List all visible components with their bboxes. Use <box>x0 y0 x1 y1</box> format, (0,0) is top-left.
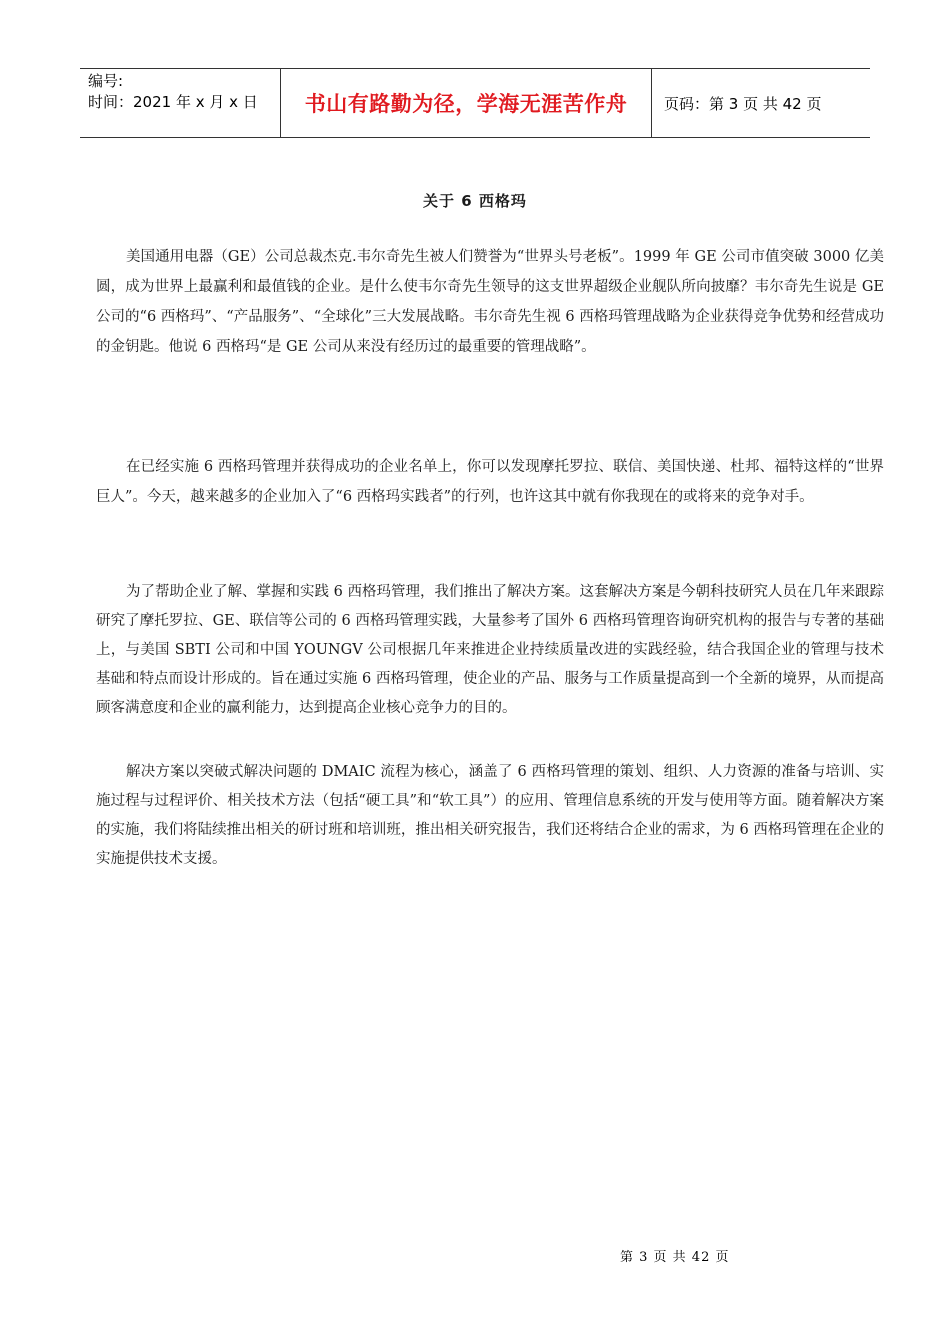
page-footer: 第 3 页 共 42 页 <box>620 1250 730 1265</box>
header-motto: 书山有路勤为径，学海无涯苦作舟 <box>281 69 652 137</box>
paragraph-4: 解决方案以突破式解决问题的 DMAIC 流程为核心，涵盖了 6 西格玛管理的策划、组织、人力资源的准备与培训、实施过程与过程评价、相关技术方法（包括“硬工具”和“软工具”）的应用、管理信息系统的开发与使用等方面。随着解决方案的实施，我们将陆续推出相关的研讨班和培训班，推出相关研究报告，我们还将结合企业的需求，为 6 西格玛管理在企业的实施提供技术支援。 <box>96 764 884 867</box>
paragraph-1: 美国通用电器（GE）公司总裁杰克.韦尔奇先生被人们赞誉为“世界头号老板”。1999 年 GE 公司市值突破 3000 亿美圆，成为世界上最赢利和最值钱的企业。是什么使韦尔奇先生领导的这支世界超级企业舰队所向披靡？韦尔奇先生说是 GE 公司的“6 西格玛”、“产品服务”、“全球化”三大发展战略。韦尔奇先生视 6 西格玛管理战略为企业获得竞争优势和经营成功的金钥匙。他说 6 西格玛“是 GE 公司从来没有经历过的最重要的管理战略”。 <box>96 249 884 355</box>
header-meta-cell <box>80 69 281 137</box>
paragraph-2: 在已经实施 6 西格玛管理并获得成功的企业名单上，你可以发现摩托罗拉、联信、美国快递、杜邦、福特这样的“世界巨人”。今天，越来越多的企业加入了“6 西格玛实践者”的行列，也许这其中就有你我现在的或将来的竞争对手。 <box>96 459 884 505</box>
date-label: 时间：2021 年 x 月 x 日 <box>88 93 258 111</box>
header-table <box>80 68 870 138</box>
number-label: 编号: <box>88 72 124 90</box>
header-page-code: 页码：第 3 页 共 42 页 <box>664 94 822 113</box>
document-title: 关于 6 西格玛 <box>423 192 527 210</box>
paragraph-3: 为了帮助企业了解、掌握和实践 6 西格玛管理，我们推出了解决方案。这套解决方案是今朝科技研究人员在几年来跟踪研究了摩托罗拉、GE、联信等公司的 6 西格玛管理实践，大量参考了国外 6 西格玛管理咨询研究机构的报告与专著的基础上，与美国 SBTI 公司和中国 YOUNGV 公司根据几年来推进企业持续质量改进的实践经验，结合我国企业的管理与技术基础和特点而设计形成的。旨在通过实施 6 西格玛管理，使企业的产品、服务与工作质量提高到一个全新的境界，从而提高顾客满意度和企业的赢利能力，达到提高企业核心竞争力的目的。 <box>96 584 884 716</box>
